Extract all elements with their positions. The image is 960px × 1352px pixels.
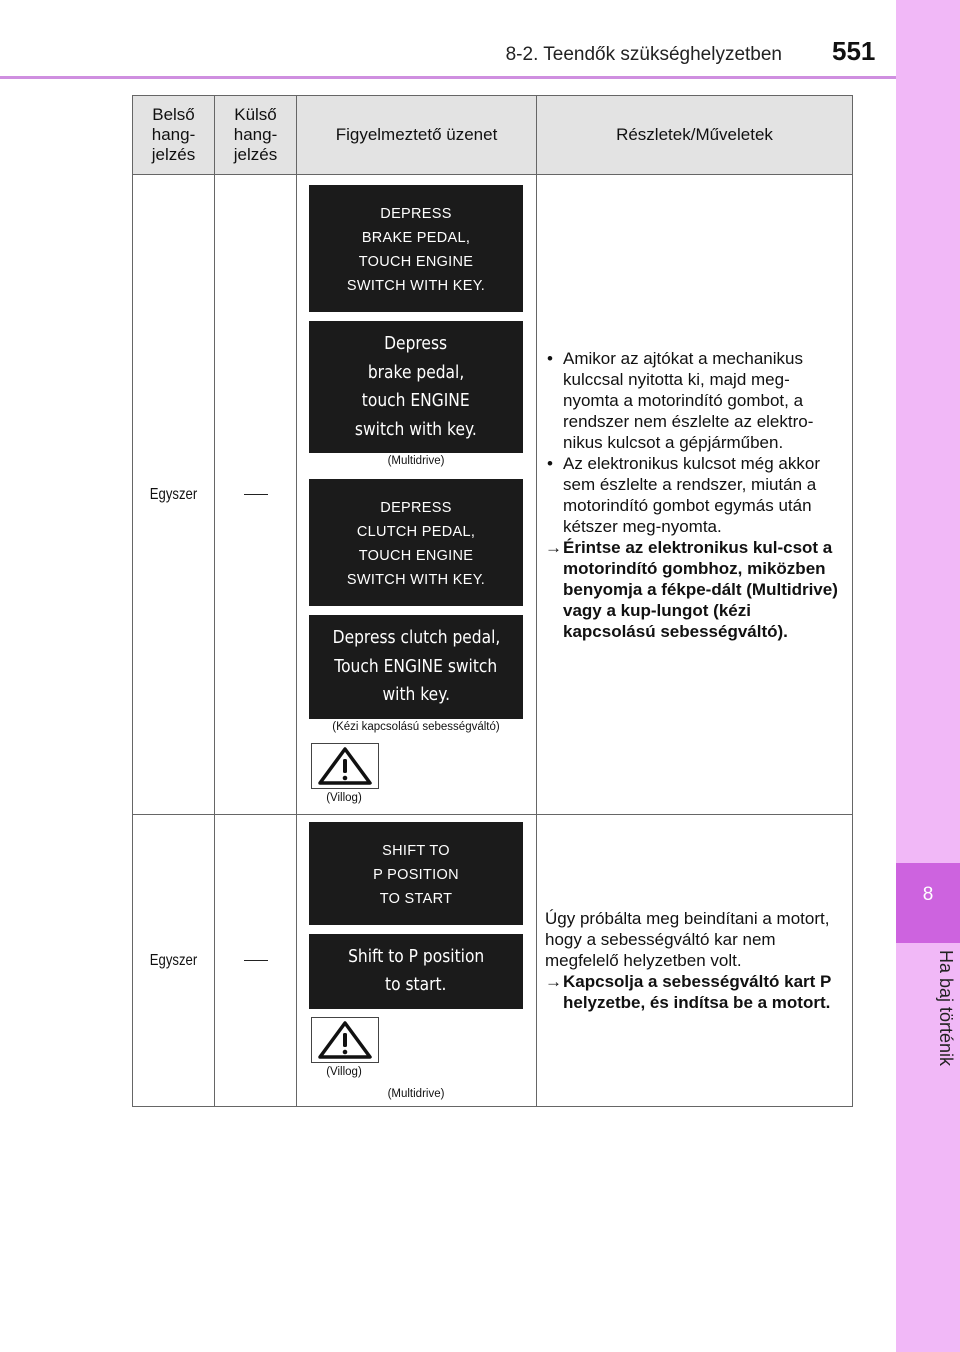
warning-message-table: [132, 95, 853, 1107]
caption-manual-transmission: (Kézi kapcsolású sebességváltó): [332, 720, 500, 733]
cell-details: [537, 815, 853, 1107]
cell-external-buzzer: [215, 175, 297, 815]
chapter-label: Ha baj történik: [936, 950, 956, 1067]
detail-action: → Érintse az elektronikus kul-csot a motorindító gombhoz, miközben benyomja a fékpe-dált (Multidrive) vagy a kup-lungot (kézi kapcsolású sebességváltó).: [545, 537, 842, 642]
chapter-number: 8: [922, 884, 934, 905]
header-internal-buzzer: Belső hang-jelzés: [133, 96, 215, 175]
detail-action: → Kapcsolja a sebességváltó kart P helyzetbe, és indítsa be a motort.: [545, 971, 842, 1013]
lcd-message-caps: SHIFT TO P POSITION TO START: [309, 822, 523, 925]
cell-warning-message: [297, 815, 537, 1107]
empty-dash: [244, 494, 268, 495]
warning-triangle-icon: [311, 743, 379, 789]
header-warning-message: Figyelmeztető üzenet: [297, 96, 537, 175]
page-number: 551: [832, 36, 876, 66]
caption-flashing: (Villog): [326, 1065, 362, 1078]
header-details: Részletek/Műveletek: [537, 96, 853, 175]
caption-flashing: (Villog): [326, 791, 362, 804]
table-row: [133, 175, 853, 815]
cell-external-buzzer: [215, 815, 297, 1107]
lcd-message-caps: DEPRESS CLUTCH PEDAL, TOUCH ENGINE SWITCH WITH KEY.: [309, 479, 523, 606]
chapter-side-tab: [896, 0, 960, 1352]
table-row: [133, 815, 853, 1107]
caption-multidrive: (Multidrive): [387, 1087, 445, 1100]
detail-bullet: • Az elektronikus kulcsot még akkor sem észlelte a rendszer, miután a motorindító gombot egymás után kétszer meg-nyomta.: [545, 453, 842, 537]
table-header-row: [133, 96, 853, 175]
cell-warning-message: [297, 175, 537, 815]
cell-details: [537, 175, 853, 815]
detail-text: Úgy próbálta meg beindítani a motort, hogy a sebességváltó kar nem megfelelő helyzetben volt.: [545, 909, 830, 970]
lcd-message-mixed: Shift to P position to start.: [309, 934, 523, 1009]
caption-multidrive: (Multidrive): [387, 455, 445, 468]
warning-triangle-icon: [311, 1017, 379, 1063]
lcd-message-mixed: Depress brake pedal, touch ENGINE switch with key.: [309, 321, 523, 453]
header-external-buzzer: Külső hang-jelzés: [215, 96, 297, 175]
cell-internal-buzzer: Egyszer: [133, 815, 215, 1107]
lcd-message-mixed: Depress clutch pedal, Touch ENGINE switch with key.: [309, 615, 523, 719]
empty-dash: [244, 960, 268, 961]
detail-bullet: • Amikor az ajtókat a mechanikus kulccsal nyitotta ki, majd meg-nyomta a motorindító gombot, a rendszer nem észlelte az elektro-nikus kulcsot a gépjárműben.: [545, 348, 842, 453]
cell-internal-buzzer: Egyszer: [133, 175, 215, 815]
section-title: 8-2. Teendők szükséghelyzetben: [505, 44, 782, 65]
lcd-message-caps: DEPRESS BRAKE PEDAL, TOUCH ENGINE SWITCH WITH KEY.: [309, 185, 523, 312]
header-rule: [0, 76, 896, 79]
